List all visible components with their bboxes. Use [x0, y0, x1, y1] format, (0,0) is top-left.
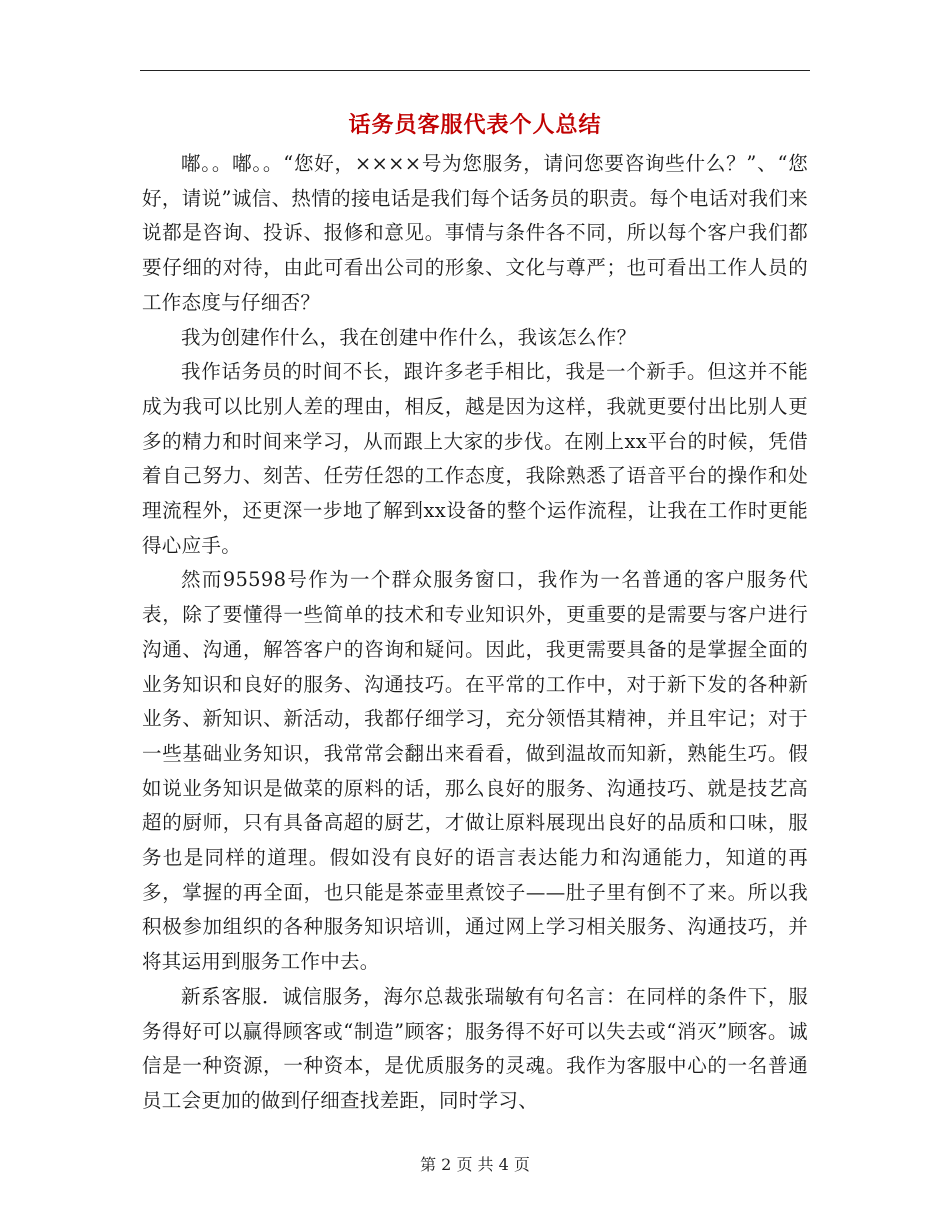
paragraph-5: 新系客服．诚信服务，海尔总裁张瑞敏有句名言：在同样的条件下，服务得好可以赢得顾客或“制造”顾客；服务得不好可以失去或“消灭”顾客。诚信是一种资源，一种资本，是优质服务的灵魂。我作为客服中心的一名普通员工会更加的做到仔细查找差距，同时学习、	[142, 984, 808, 1112]
paragraph-1: 嘟。。嘟。。“您好，××××号为您服务，请问您要咨询些什么？”、“您好，请说”诚信、热情的接电话是我们每个话务员的职责。每个电话对我们来说都是咨询、投诉、报修和意见。事情与条件各不同，所以每个客户我们都要仔细的对待，由此可看出公司的形象、文化与尊严；也可看出工作人员的工作态度与仔细否？	[142, 152, 808, 314]
document-body	[142, 147, 808, 1119]
paragraph-4: 然而95598号作为一个群众服务窗口，我作为一名普通的客户服务代表，除了要懂得一些简单的技术和专业知识外，更重要的是需要与客户进行沟通、沟通，解答客户的咨询和疑问。因此，我更需要具备的是掌握全面的业务知识和良好的服务、沟通技巧。在平常的工作中，对于新下发的各种新业务、新知识、新活动，我都仔细学习，充分领悟其精神，并且牢记；对于一些基础业务知识，我常常会翻出来看看，做到温故而知新，熟能生巧。假如说业务知识是做菜的原料的话，那么良好的服务、沟通技巧、就是技艺高超的厨师，只有具备高超的厨艺，才做让原料展现出良好的品质和口味，服务也是同样的道理。假如没有良好的语言表达能力和沟通能力，知道的再多，掌握的再全面，也只能是茶壶里煮饺子——肚子里有倒不了来。所以我积极参加组织的各种服务知识培训，通过网上学习相关服务、沟通技巧，并将其运用到服务工作中去。	[142, 568, 808, 974]
page-number-label: 第 2 页 共 4 页	[420, 1155, 530, 1174]
header-rule	[140, 70, 810, 71]
paragraph-2: 我为创建作什么，我在创建中作什么，我该怎么作？	[181, 325, 637, 349]
document-title: 话务员客服代表个人总结	[348, 112, 602, 138]
page-footer	[0, 1153, 950, 1177]
paragraph-3: 我作话务员的时间不长，跟许多老手相比，我是一个新手。但这并不能成为我可以比别人差的理由，相反，越是因为这样，我就更要付出比别人更多的精力和时间来学习，从而跟上大家的步伐。在刚上xx平台的时候，凭借着自己努力、刻苦、任劳任怨的工作态度，我除熟悉了语音平台的操作和处理流程外，还更深一步地了解到xx设备的整个运作流程，让我在工作时更能得心应手。	[142, 360, 808, 557]
